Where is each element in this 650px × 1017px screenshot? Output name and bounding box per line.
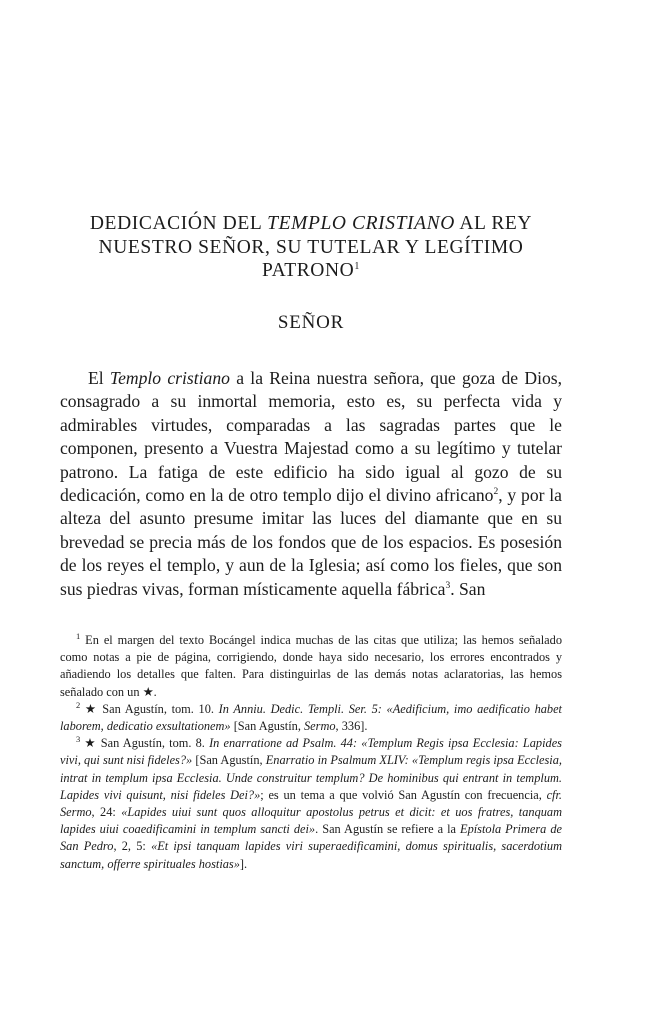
footnote-latin-quote: «Lapides uiui sunt quos alloquitur apostolus petrus et dicit: et uos fratres, tanquam lapides uiui coaedificamini in templum sancti dei» — [60, 805, 562, 837]
footnote-marker: 1 — [76, 631, 81, 641]
body-text-segment: , y por la alteza del asunto presume imitar las luces del diamante que en su brevedad se precia más de los fondos que de los espacios. Es posesión de los reyes el templo, y aun de la Iglesia; así como los fieles, que son sus piedras vivas, forman místicamente aquella fábrica — [60, 485, 562, 599]
footnote-marker: 2 — [76, 699, 81, 710]
title-italic-text: TEMPLO CRISTIANO — [267, 213, 455, 234]
body-text-segment: a la Reina nuestra señora, que goza de Dios, consagrado a su inmortal memoria, esto es, su perfecta vida y admirables virtudes, comparadas a las sagradas partes que le componen, presento a Vuestra Majestad como a su legítimo y tutelar patrono. La fatiga de este edificio ha sido igual al gozo de su dedicación, como en la de otro templo dijo el divino africano — [60, 368, 562, 506]
footnote-marker: 3 — [76, 734, 81, 745]
footnote-text: [San Agustín, — [230, 719, 304, 734]
footnote-work-title: Epístola Primera de San Pedro — [60, 822, 562, 854]
footnote-3 — [60, 735, 562, 873]
footnote-text: ★ San Agustín, tom. 8. — [80, 736, 210, 751]
footnote-latin-quote: Enarratio in Psalmum XLIV: «Templum regis ipsa Ecclesia, intrat in templum ipsa Ecclesia. Unde construitur templum? De hominibus qui entrant in templum. Lapides vivi quisunt, nisi fideles Dei?» — [60, 753, 562, 802]
salutation: SEÑOR — [277, 312, 345, 333]
footnote-text: , 24: — [91, 805, 122, 820]
book-page — [60, 0, 562, 1017]
footnote-text: [San Agustín, — [192, 753, 266, 768]
footnote-latin-quote: «Et ipsi tanquam lapides viri superaedificamini, domus spiritualis, sacerdotium sanctum, offerre spirituales hostias» — [60, 839, 562, 871]
body-text-segment: El — [88, 368, 110, 388]
body-text-segment: . San — [450, 578, 486, 599]
body-paragraph — [60, 367, 562, 601]
footnote-text: , 2, 5: — [113, 839, 152, 854]
body-italic-title: Templo cristiano — [109, 368, 230, 388]
footnote-2 — [60, 701, 562, 735]
footnote-text: En el margen del texto Bocángel indica muchas de las citas que utiliza; las hemos señalado como notas a pie de página, corrigiendo, donde haya sido necesario, los errores encontrados y añadiendo los detalles que falten. Para distinguirlas de las demás notas aclaratorias, las hemos señalado con un ★. — [60, 633, 562, 699]
footnote-work-title: Sermo — [304, 719, 336, 734]
footnote-ref-2: 2 — [493, 487, 499, 498]
footnote-text: . San Agustín se refiere a la — [315, 822, 461, 837]
footnote-latin-quote: In enarratione ad Psalm. 44: «Templum Regis ipsa Ecclesia: Lapides vivi, qui sunt nisi fideles?» — [60, 736, 562, 768]
title-text: DEDICACIÓN DEL — [89, 213, 268, 234]
footnotes — [60, 632, 562, 873]
footnote-work-title: cfr. Sermo — [60, 787, 562, 820]
footnote-1 — [60, 632, 562, 701]
title-text-continued: AL REY NUESTRO SEÑOR, SU TUTELAR Y LEGÍTIMO PATRONO — [98, 213, 533, 281]
footnote-text: ; es un tema a que volvió San Agustín con frecuencia, — [260, 787, 547, 802]
footnote-latin-quote: In Anniu. Dedic. Templi. Ser. 5: «Aedificium, imo aedificatio habet laborem, dedicatio exsultationem» — [60, 701, 562, 734]
footnote-ref-1: 1 — [354, 261, 360, 272]
footnote-text: ★ San Agustín, tom. 10. — [80, 701, 219, 716]
footnote-ref-3: 3 — [445, 580, 451, 591]
footnote-text: ]. — [239, 856, 248, 871]
footnote-text: , 336]. — [335, 719, 368, 734]
chapter-title — [60, 212, 562, 283]
